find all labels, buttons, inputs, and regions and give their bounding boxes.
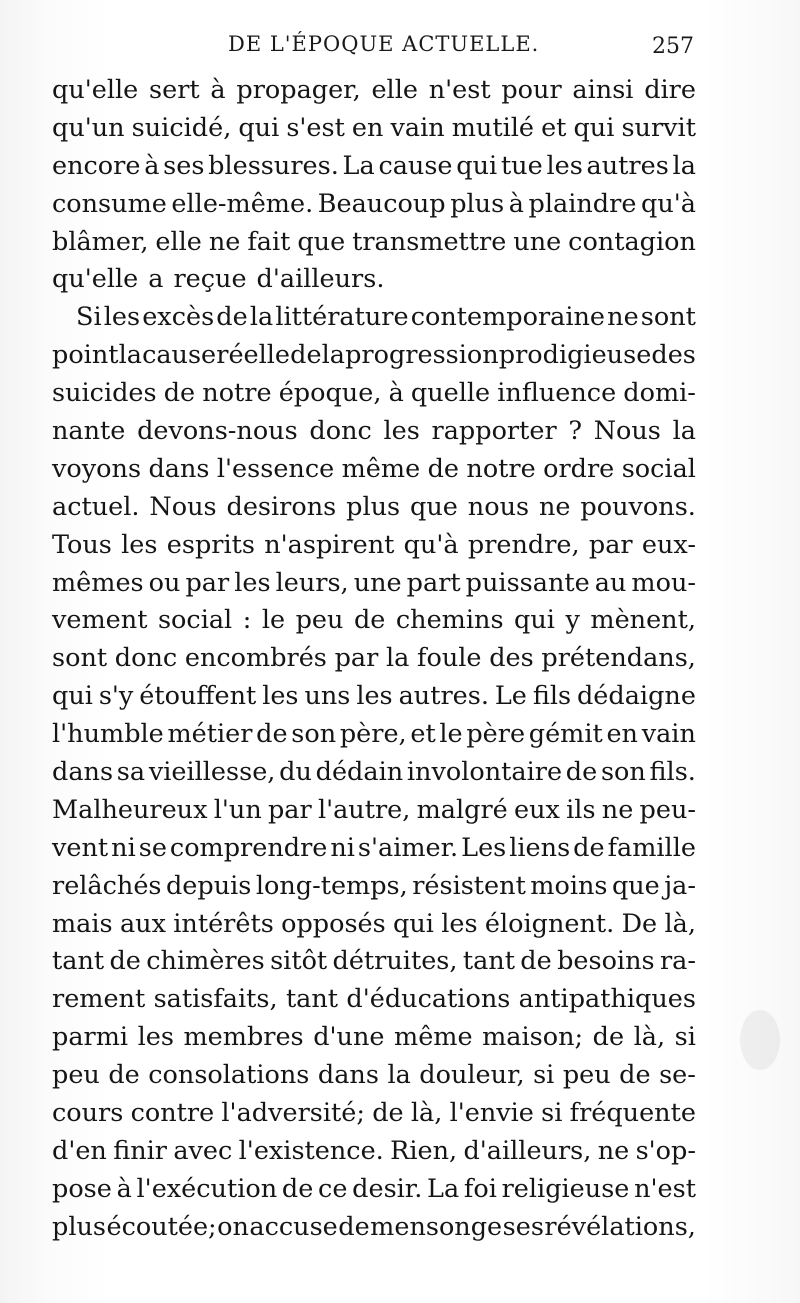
text-line: rement satisfaits, tant d'éducations antipathiques [52, 984, 696, 1015]
running-title: DE L'ÉPOQUE ACTUELLE. [228, 32, 540, 56]
text-line: consume elle-même. Beaucoup plus à plaindre qu'à [52, 188, 696, 219]
text-line: sont donc encombrés par la foule des prétendans, [52, 643, 696, 674]
text-line: parmi les membres d'une même maison; de là, si [52, 1022, 696, 1053]
text-line: mêmes ou par les leurs, une part puissante au mou- [52, 567, 696, 598]
text-line: relâchés depuis long-temps, résistent moins que ja- [52, 870, 696, 901]
text-line: Tous les esprits n'aspirent qu'à prendre, par eux- [52, 529, 696, 560]
text-line: l'humble métier de son père, et le père gémit en vain [52, 719, 696, 750]
text-line: suicides de notre époque, à quelle influence domi- [52, 378, 696, 409]
text-line: peu de consolations dans la douleur, si peu de se- [52, 1060, 696, 1091]
text-line: qu'elle sert à propager, elle n'est pour ainsi dire [52, 75, 696, 105]
text-line: encore à ses blessures. La cause qui tue les autres la [52, 150, 696, 181]
text-line: tant de chimères sitôt détruites, tant de besoins ra- [52, 946, 696, 977]
text-line: nante devons-nous donc les rapporter ? Nous la [52, 416, 696, 447]
text-line: Malheureux l'un par l'autre, malgré eux ils ne peu- [52, 794, 696, 825]
text-line: blâmer, elle ne fait que transmettre une contagion [52, 226, 696, 257]
text-line: qu'un suicidé, qui s'est en vain mutilé et qui survit [52, 112, 696, 143]
text-line: qu'elle a reçue d'ailleurs. [52, 264, 385, 295]
text-line: voyons dans l'essence même de notre ordre social [52, 453, 696, 484]
text-line: Si les excès de la littérature contemporaine ne sont [76, 302, 696, 333]
body-text [52, 72, 696, 1247]
paper-stain [740, 1010, 780, 1070]
text-line: cours contre l'adversité; de là, l'envie si fréquente [52, 1098, 696, 1129]
text-line: mais aux intérêts opposés qui les éloignent. De là, [52, 908, 696, 939]
text-line: d'en finir avec l'existence. Rien, d'ailleurs, ne s'op- [52, 1135, 696, 1166]
text-line: dans sa vieillesse, du dédain involontaire de son fils. [52, 757, 696, 788]
running-head [0, 26, 800, 66]
text-line: point la cause réelle de la progression prodigieuse des [52, 340, 696, 371]
text-line: pose à l'exécution de ce desir. La foi religieuse n'est [52, 1173, 696, 1204]
text-line: vement social : le peu de chemins qui y mènent, [52, 605, 696, 636]
text-line: plus écoutée; on accuse de mensonge ses révélations, [52, 1211, 696, 1242]
text-line: vent ni se comprendre ni s'aimer. Les liens de famille [52, 832, 696, 863]
page-number: 257 [652, 34, 694, 59]
text-line: actuel. Nous desirons plus que nous ne pouvons. [52, 491, 696, 522]
text-line: qui s'y étouffent les uns les autres. Le fils dédaigne [52, 681, 696, 712]
